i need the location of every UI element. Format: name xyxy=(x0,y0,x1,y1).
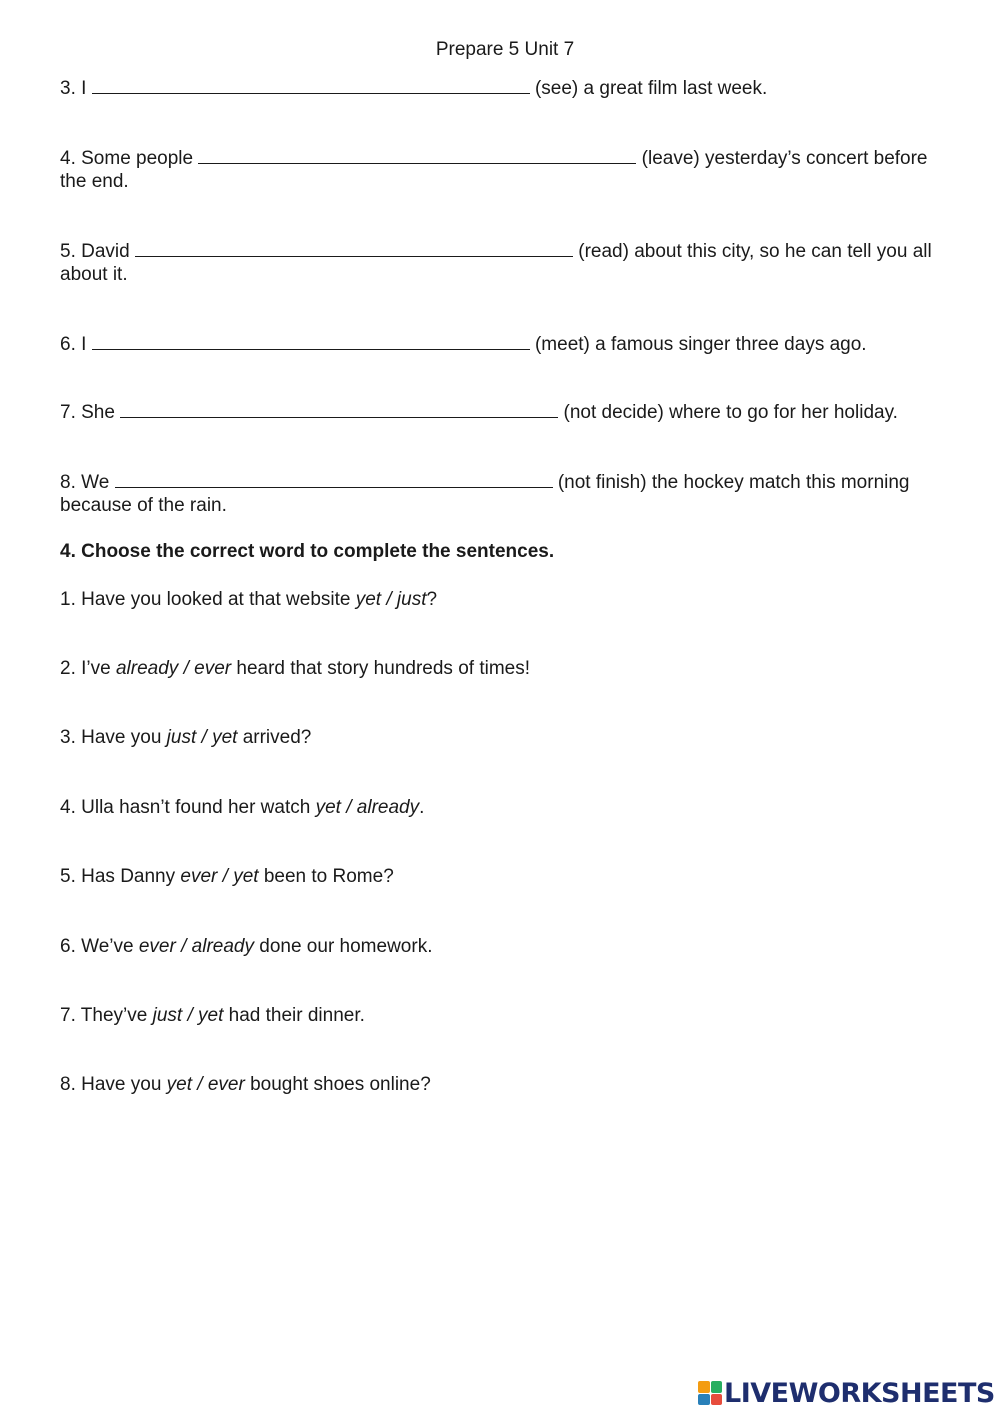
word-choice[interactable]: just / yet xyxy=(166,727,238,748)
item-prefix: 5. Has Danny xyxy=(60,866,181,887)
logo-square xyxy=(698,1394,710,1406)
word-choice[interactable]: yet / already xyxy=(315,797,420,818)
item-suffix: (not finish) the hockey match this morning because of the rain. xyxy=(60,472,910,516)
item-prefix: 4. Ulla hasn’t found her watch xyxy=(60,797,316,818)
word-choice[interactable]: ever / yet xyxy=(180,866,259,887)
answer-blank[interactable] xyxy=(92,77,530,94)
item-suffix: had their dinner. xyxy=(223,1005,365,1026)
word-choice[interactable]: ever / already xyxy=(138,936,254,957)
choice-item-1 xyxy=(60,588,940,611)
item-prefix: 6. I xyxy=(60,334,87,355)
word-choice[interactable]: just / yet xyxy=(152,1005,224,1026)
item-prefix: 4. Some people xyxy=(60,148,194,169)
item-suffix: been to Rome? xyxy=(258,866,394,887)
page-title: Prepare 5 Unit 7 xyxy=(435,39,575,60)
logo-square xyxy=(711,1394,723,1406)
item-prefix: 3. Have you xyxy=(60,727,167,748)
fill-item-4 xyxy=(60,147,940,193)
item-suffix: (leave) yesterday’s concert before the end. xyxy=(60,148,928,192)
answer-blank[interactable] xyxy=(120,401,558,418)
item-suffix: . xyxy=(419,797,425,818)
logo-square xyxy=(711,1381,723,1393)
item-prefix: 3. I xyxy=(60,78,87,99)
item-suffix: (meet) a famous singer three days ago. xyxy=(529,334,867,355)
word-choice[interactable]: already / ever xyxy=(115,658,232,679)
item-prefix: 8. We xyxy=(60,472,110,493)
choice-item-2 xyxy=(60,657,940,680)
item-prefix: 8. Have you xyxy=(60,1074,167,1095)
item-suffix: (not decide) where to go for her holiday. xyxy=(558,402,898,423)
fill-item-8 xyxy=(60,471,940,517)
section-heading: 4. Choose the correct word to complete the sentences. xyxy=(60,541,555,562)
logo-text: LIVEWORKSHEETS xyxy=(724,1377,995,1409)
word-choice[interactable]: yet / ever xyxy=(166,1074,245,1095)
answer-blank[interactable] xyxy=(135,240,573,257)
choice-item-7 xyxy=(60,1004,940,1027)
choice-item-6 xyxy=(60,935,940,958)
answer-blank[interactable] xyxy=(92,333,530,350)
item-suffix: (read) about this city, so he can tell you all about it. xyxy=(60,241,932,285)
choice-item-4 xyxy=(60,796,940,819)
item-suffix: heard that story hundreds of times! xyxy=(231,658,530,679)
item-suffix: (see) a great film last week. xyxy=(529,78,768,99)
item-prefix: 1. Have you looked at that website xyxy=(60,589,356,610)
answer-blank[interactable] xyxy=(198,147,636,164)
item-suffix: done our homework. xyxy=(253,936,433,957)
logo-square xyxy=(698,1381,710,1393)
fill-item-7 xyxy=(60,401,940,424)
answer-blank[interactable] xyxy=(115,471,553,488)
item-suffix: bought shoes online? xyxy=(244,1074,431,1095)
item-prefix: 5. David xyxy=(60,241,130,262)
fill-item-5 xyxy=(60,240,940,286)
choice-item-8 xyxy=(60,1073,940,1096)
item-prefix: 2. I’ve xyxy=(60,658,116,679)
item-suffix: arrived? xyxy=(237,727,312,748)
fill-item-3 xyxy=(60,77,940,100)
item-prefix: 7. They’ve xyxy=(60,1005,153,1026)
item-prefix: 6. We’ve xyxy=(60,936,139,957)
choice-item-5 xyxy=(60,865,940,888)
item-prefix: 7. She xyxy=(60,402,115,423)
item-suffix: ? xyxy=(426,589,438,610)
fill-item-6 xyxy=(60,333,940,356)
choice-item-3 xyxy=(60,726,940,749)
logo-icon xyxy=(698,1381,722,1405)
liveworksheets-logo[interactable] xyxy=(698,1378,995,1408)
word-choice[interactable]: yet / just xyxy=(355,589,427,610)
